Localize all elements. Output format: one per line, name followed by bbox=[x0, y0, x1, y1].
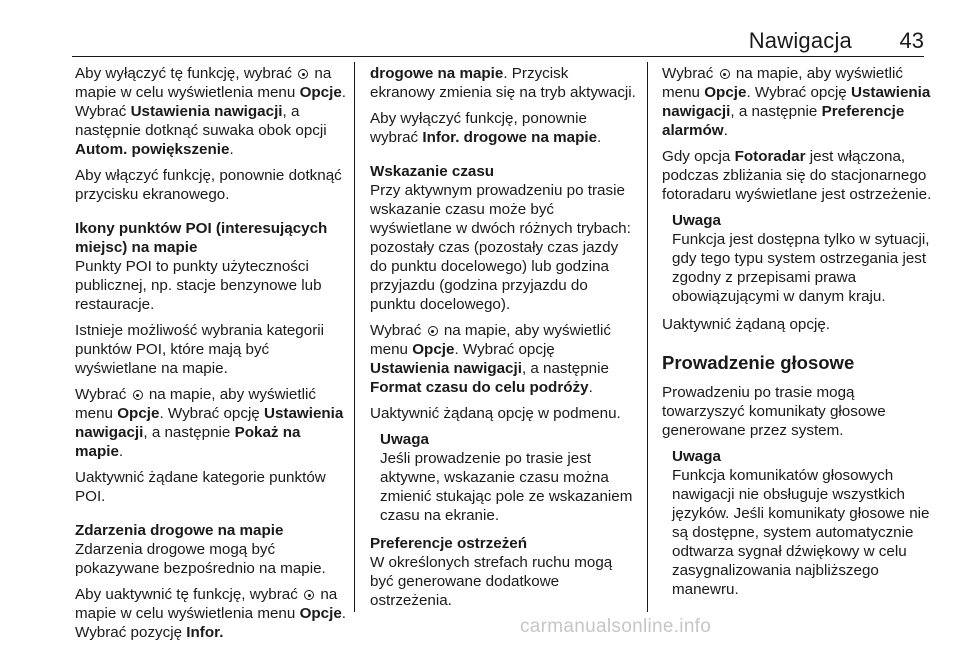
paragraph: Uaktywnić żądaną opcję. bbox=[662, 316, 830, 333]
paragraph: Aby wyłączyć tę funkcję, wybrać na mapie w celu wyświetlenia menu Opcje. Wybrać Ustawienia nawigacji, a następnie dotknąć suwaka obok opcji Autom. powiększenie. bbox=[75, 65, 347, 158]
column-3 bbox=[662, 64, 934, 608]
multifunction-knob-icon bbox=[298, 69, 308, 79]
paragraph: Gdy opcja Fotoradar jest włączona, podczas zbliżania się do stacjonarnego fotoradaru wyświetlane jest ostrzeżenie. bbox=[662, 148, 932, 203]
paragraph: Aby włączyć funkcję, ponownie dotknąć przycisku ekranowego. bbox=[75, 167, 342, 203]
paragraph: Wybrać na mapie, aby wyświetlić menu Opcje. Wybrać opcję Ustawienia nawigacji, a następnie Preferencje alarmów. bbox=[662, 65, 931, 139]
watermark: carmanualsonline.info bbox=[520, 616, 712, 637]
note-text: Funkcja jest dostępna tylko w sytuacji, gdy tego typu system ostrzegania jest zgodny z przepisami prawa obowiązującymi w danym kraju. bbox=[672, 231, 930, 305]
column-divider-2 bbox=[647, 62, 648, 612]
page-header bbox=[0, 0, 960, 56]
subheading-warnings: Preferencje ostrzeżeń bbox=[370, 535, 528, 552]
paragraph: Uaktywnić żądaną opcję w podmenu. bbox=[370, 405, 621, 422]
column-divider-1 bbox=[354, 62, 355, 612]
note-text: Jeśli prowadzenie po trasie jest aktywne, wskazanie czasu można zmienić stukając pole ze wskazaniem czasu na ekranie. bbox=[380, 450, 633, 524]
subheading-traffic: Zdarzenia drogowe na mapie bbox=[75, 522, 284, 539]
column-1 bbox=[75, 64, 347, 649]
multifunction-knob-icon bbox=[304, 590, 314, 600]
paragraph: Wybrać na mapie, aby wyświetlić menu Opcje. Wybrać opcję Ustawienia nawigacji, a następnie Format czasu do celu podróży. bbox=[370, 322, 611, 396]
heading-voice-guidance: Prowadzenie głosowe bbox=[662, 352, 855, 373]
paragraph: Wybrać na mapie, aby wyświetlić menu Opcje. Wybrać opcję Ustawienia nawigacji, a następnie Pokaż na mapie. bbox=[75, 386, 344, 460]
paragraph: Aby uaktywnić tę funkcję, wybrać na mapie w celu wyświetlenia menu Opcje. Wybrać pozycję Infor. bbox=[75, 586, 347, 641]
paragraph: drogowe na mapie. Przycisk ekranowy zmienia się na tryb aktywacji. bbox=[370, 65, 636, 101]
subheading-time: Wskazanie czasu bbox=[370, 163, 495, 180]
note-box bbox=[662, 447, 934, 599]
paragraph: Aby wyłączyć funkcję, ponownie wybrać Infor. drogowe na mapie. bbox=[370, 110, 602, 146]
paragraph: Punkty POI to punkty użyteczności publicznej, np. stacje benzynowe lub restauracje. bbox=[75, 258, 322, 313]
page-number: 43 bbox=[899, 28, 924, 53]
multifunction-knob-icon bbox=[428, 326, 438, 336]
paragraph: Przy aktywnym prowadzeniu po trasie wskazanie czasu może być wyświetlane w dwóch różnych trybach: pozostały czas (pozostały czas jazdy do punktu docelowego) lub godzina przyjazdu (godzina przyjazdu do punktu docelowego). bbox=[370, 182, 631, 313]
paragraph: W określonych strefach ruchu mogą być generowane dodatkowe ostrzeżenia. bbox=[370, 554, 613, 609]
section-title: Nawigacja bbox=[748, 28, 852, 53]
note-title: Uwaga bbox=[380, 431, 429, 448]
column-2 bbox=[370, 64, 636, 617]
paragraph: Zdarzenia drogowe mogą być pokazywane bezpośrednio na mapie. bbox=[75, 541, 326, 577]
note-text: Funkcja komunikatów głosowych nawigacji nie obsługuje wszystkich języków. Jeśli komunikaty głosowe nie są dostępne, system automatycznie odtwarza sygnał dźwiękowy w celu zasygnalizowania najbliższego manewru. bbox=[672, 467, 930, 598]
subheading-poi: Ikony punktów POI (interesujących miejsc) na mapie bbox=[75, 220, 328, 256]
note-box bbox=[662, 211, 934, 306]
paragraph: Istnieje możliwość wybrania kategorii punktów POI, które mają być wyświetlane na mapie. bbox=[75, 322, 325, 377]
paragraph: Prowadzeniu po trasie mogą towarzyszyć komunikaty głosowe generowane przez system. bbox=[662, 384, 886, 439]
note-title: Uwaga bbox=[672, 448, 721, 465]
note-box bbox=[370, 430, 636, 525]
multifunction-knob-icon bbox=[133, 390, 143, 400]
multifunction-knob-icon bbox=[720, 69, 730, 79]
note-title: Uwaga bbox=[672, 212, 721, 229]
paragraph: Uaktywnić żądane kategorie punktów POI. bbox=[75, 469, 326, 505]
header-divider bbox=[72, 56, 924, 57]
